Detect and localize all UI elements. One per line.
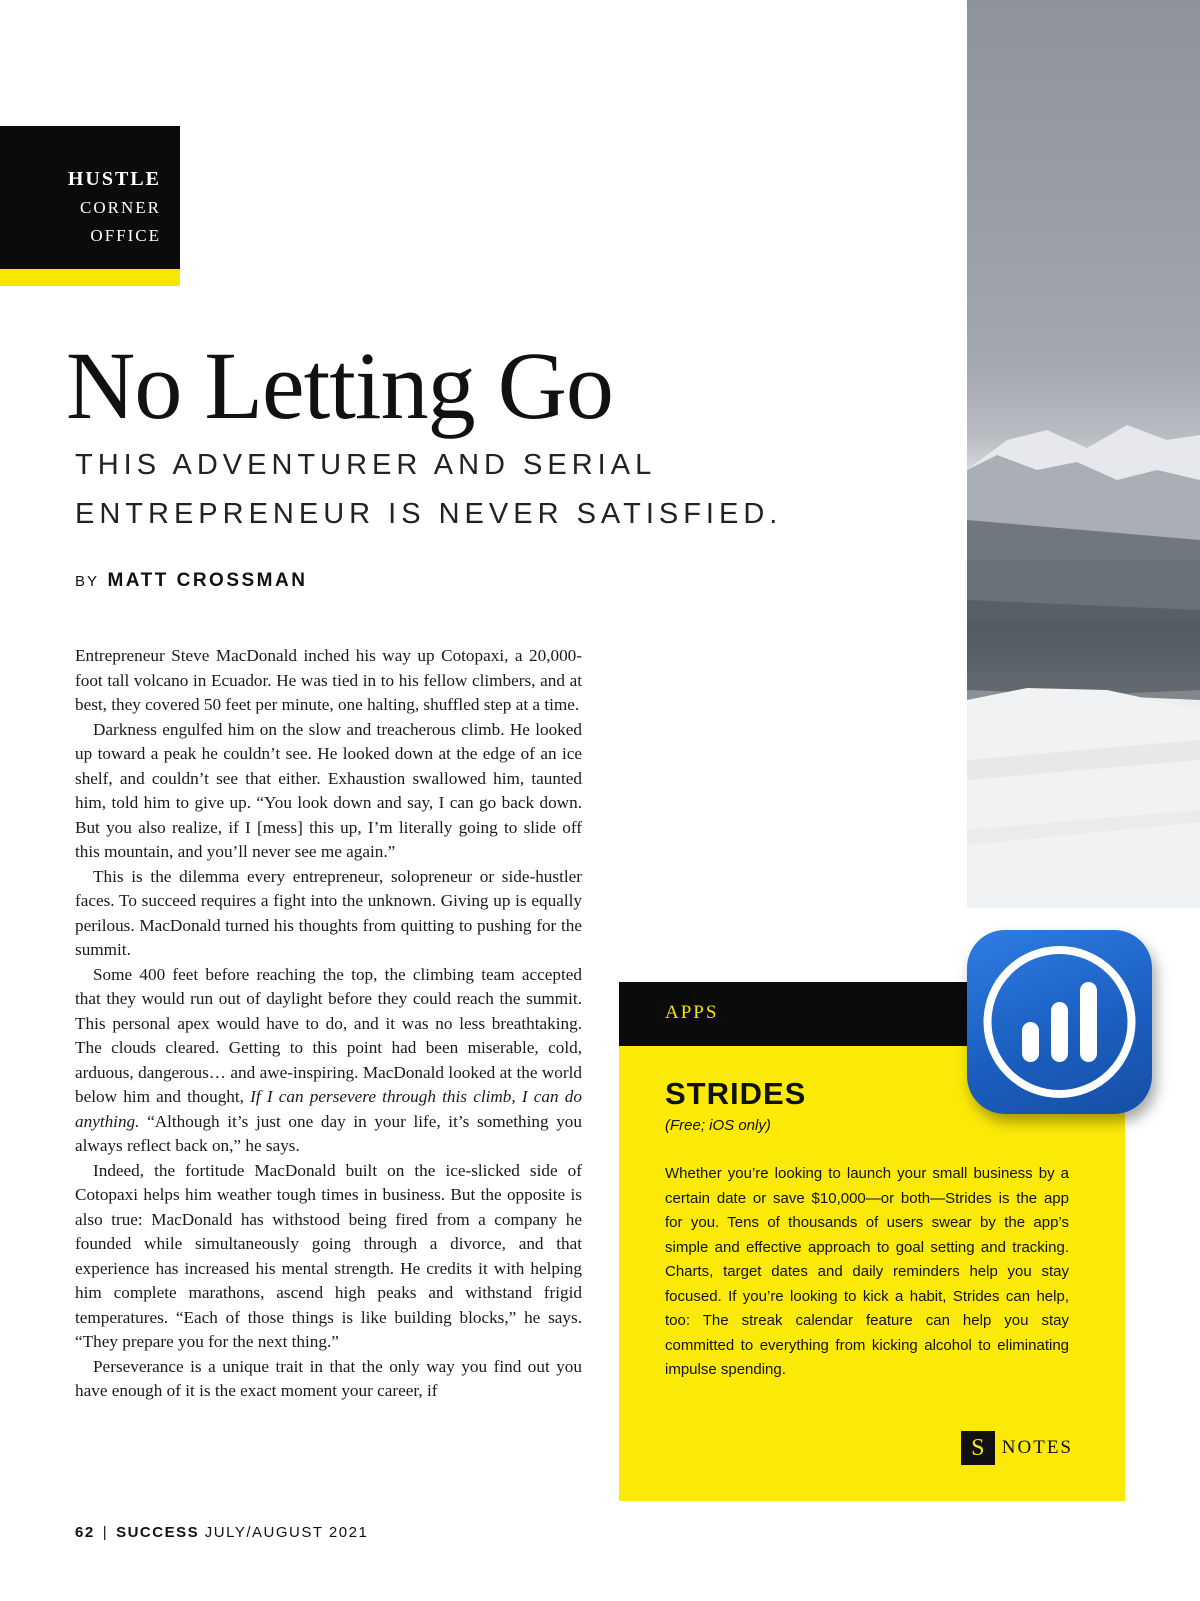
strides-bar-chart-icon xyxy=(967,930,1152,1114)
magazine-name: SUCCESS xyxy=(116,1524,200,1541)
snowy-mountain-photo xyxy=(967,0,1200,908)
page-folio xyxy=(75,1524,368,1541)
byline xyxy=(75,570,307,592)
app-name: STRIDES xyxy=(665,1076,807,1111)
sidebar-label: APPS xyxy=(665,1002,719,1023)
subheadline: THIS ADVENTURER AND SERIAL ENTREPRENEUR IS NEVER SATISFIED. xyxy=(75,449,783,530)
issue-date: JULY/AUGUST 2021 xyxy=(204,1524,369,1541)
bar-chart-glyph-icon xyxy=(967,930,1152,1114)
s-notes-mark xyxy=(961,1431,1073,1465)
section-tag xyxy=(0,126,180,286)
section-tag-accent-bar xyxy=(0,269,180,286)
s-logo-icon: S xyxy=(961,1431,995,1465)
section-tag-line-1: HUSTLE xyxy=(67,168,161,190)
article-body xyxy=(75,644,582,1404)
section-tag-line-3: OFFICE xyxy=(90,226,161,245)
paragraph-4 xyxy=(75,963,582,1159)
byline-prefix: BY xyxy=(75,573,100,590)
paragraph-4-end: “Although it’s just one day in your life, it’s something you always reflect back on,” he says. xyxy=(75,1111,582,1155)
app-description: Whether you’re looking to launch your small business by a certain date or save $10,000—or both—Strides is the app for you. Tens of thousands of users swear by the app’s simple and effective approach to goal setting and tracking. Charts, target dates and daily reminders help you stay focused. If you’re looking to kick a habit, Strides can help, too: The streak calendar feature can help you stay committed to everything from kicking alcohol to eliminating impulse spending. xyxy=(665,1165,1069,1378)
folio-separator: | xyxy=(102,1524,109,1541)
paragraph-1: Entrepreneur Steve MacDonald inched his way up Cotopaxi, a 20,000-foot tall volcano in Ecuador. He was tied in to his fellow climbers, and at best, they covered 50 feet per minute, one halting, shuffled step at a time. xyxy=(75,646,582,714)
byline-author: MATT CROSSMAN xyxy=(107,570,308,591)
paragraph-3: This is the dilemma every entrepreneur, solopreneur or side-hustler faces. To succeed requires a fight into the unknown. Giving up is equally perilous. MacDonald turned his thoughts from quitting to pushing for the summit. xyxy=(75,866,582,959)
paragraph-5: Indeed, the fortitude MacDonald built on the ice-slicked side of Cotopaxi helps him weather tough times in business. But the opposite is also true: MacDonald has withstood being fired from a company he founded while simultaneously going through a divorce, and that experience has increased his mental strength. He credits it with helping him complete marathons, ascend high peaks and withstand frigid temperatures. “Each of those things is like building blocks,” he says. “They prepare you for the next thing.” xyxy=(75,1160,582,1351)
section-tag-line-2: CORNER xyxy=(80,198,161,217)
headline: No Letting Go xyxy=(66,332,613,439)
paragraph-2: Darkness engulfed him on the slow and treacherous climb. He looked up toward a peak he couldn’t see. He looked down at the edge of an ice shelf, and couldn’t see that either. Exhaustion swallowed him, taunted him, told him to give up. “You look down and say, I can go back down. But you also realize, if I [mess] this up, I’m literally going to slide off this mountain, and you’ll never see me again.” xyxy=(75,719,582,861)
mountain-illustration xyxy=(967,0,1200,908)
paragraph-4-start: Some 400 feet before reaching the top, the climbing team accepted that they would run out of daylight before they could reach the summit. This personal apex would have to do, and it was no less breathtaking. The clouds cleared. Getting to this point had been miserable, cold, arduous, dangerous… and awe-inspiring. MacDonald looked at the world below him and thought, xyxy=(75,964,582,1106)
page-number: 62 xyxy=(75,1524,95,1541)
app-price-platform: (Free; iOS only) xyxy=(665,1117,771,1134)
paragraph-4-italic: If I can persevere through this climb, I can do anything. xyxy=(75,1087,582,1131)
paragraph-6: Perseverance is a unique trait in that the only way you find out you have enough of it is the exact moment your career, if xyxy=(75,1356,582,1400)
notes-label: NOTES xyxy=(1001,1437,1073,1458)
